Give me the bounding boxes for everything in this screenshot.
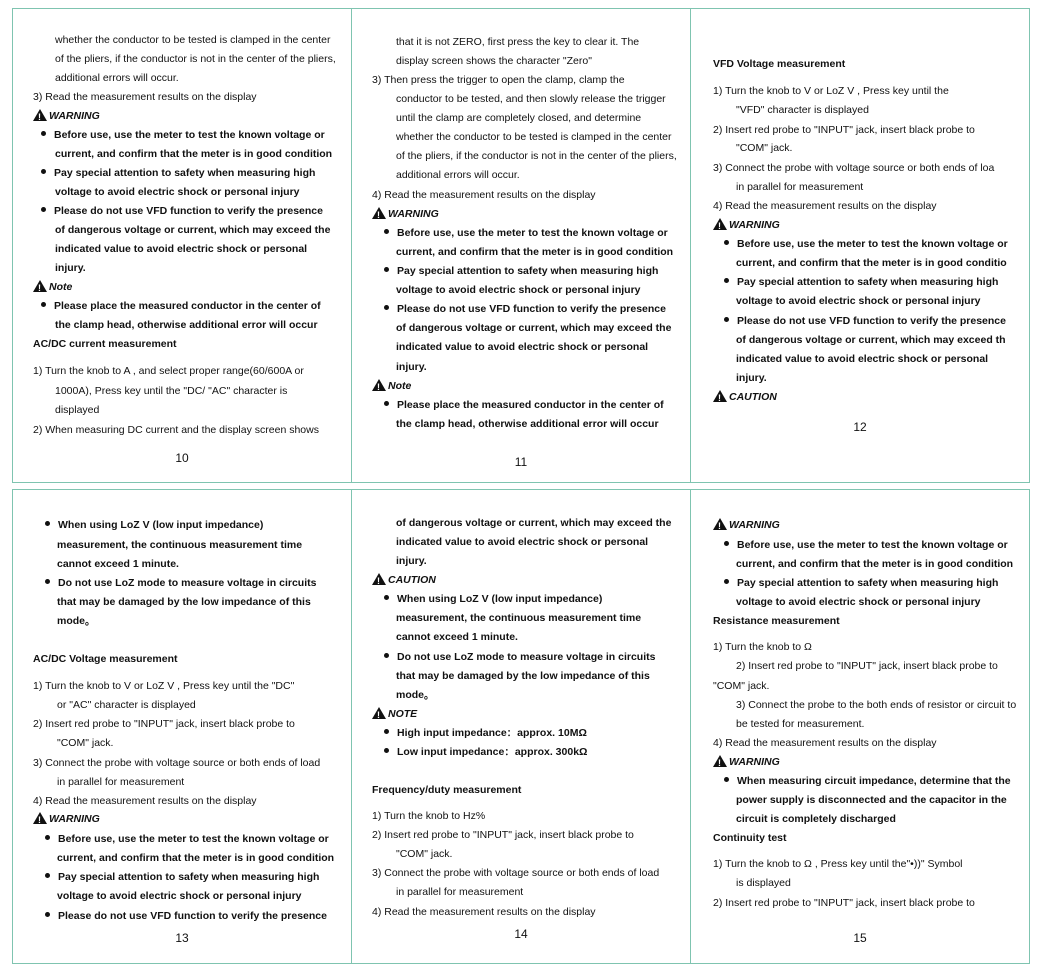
- line-text: Do not use LoZ mode to measure voltage in circuits: [58, 577, 317, 589]
- warning-title: WARNING: [729, 756, 780, 768]
- text-line: [713, 161, 994, 175]
- text-line: [713, 831, 787, 845]
- bullet-icon: [384, 748, 389, 753]
- text-line: [736, 659, 998, 673]
- line-text: measurement, the continuous measurement time: [57, 539, 303, 551]
- text-line: [396, 669, 650, 683]
- text-line: [396, 554, 427, 568]
- line-text: mode。: [396, 689, 435, 701]
- line-text: "COM" jack.: [713, 680, 770, 692]
- line-text: voltage to avoid electric shock or personal injury: [736, 295, 981, 307]
- text-line: [55, 261, 86, 275]
- line-text: 2) Insert red probe to "INPUT" jack, insert black probe to: [713, 124, 975, 136]
- bullet-icon: [384, 595, 389, 600]
- line-text: Before use, use the meter to test the known voltage or: [737, 539, 1008, 551]
- line-text: that may be damaged by the low impedance of this: [57, 596, 311, 608]
- text-line: [396, 321, 671, 335]
- line-text: Do not use LoZ mode to measure voltage in circuits: [397, 651, 656, 663]
- page-number: 14: [514, 927, 528, 941]
- warning-title: WARNING: [729, 519, 780, 531]
- text-line: [396, 283, 641, 297]
- line-text: in parallel for measurement: [57, 776, 185, 788]
- line-text: 1000A), Press key until the "DC/ "AC" character is: [55, 385, 288, 397]
- text-line: [372, 207, 439, 221]
- page-number: 13: [175, 931, 189, 945]
- line-text: When using LoZ V (low input impedance): [397, 593, 603, 605]
- text-line: [33, 812, 100, 826]
- text-line: [55, 223, 330, 237]
- line-text: in parallel for measurement: [396, 886, 524, 898]
- text-line: [372, 573, 436, 587]
- line-text: 1) Turn the knob to V or LoZ V , Press key until the: [713, 85, 949, 97]
- section-heading: AC/DC current measurement: [33, 338, 177, 350]
- warning-title: WARNING: [388, 208, 439, 220]
- text-line: [396, 885, 523, 899]
- line-text: 2) Insert red probe to "INPUT" jack, insert black probe to: [33, 718, 295, 730]
- line-text: additional errors will occur.: [55, 72, 179, 84]
- line-text: Pay special attention to safety when measuring high: [58, 871, 320, 883]
- line-text: 3) Connect the probe with voltage source or both ends of load: [33, 757, 321, 769]
- text-line: [33, 717, 295, 731]
- line-text: conductor to be tested, and then slowly release the trigger: [396, 93, 666, 105]
- text-line: [396, 535, 648, 549]
- manual-page-13: [12, 489, 352, 964]
- bullet-icon: [384, 229, 389, 234]
- manual-page-14: [351, 489, 691, 964]
- line-text: 4) Read the measurement results on the display: [33, 795, 257, 807]
- line-text: "VFD" character is displayed: [736, 104, 869, 116]
- line-text: that may be damaged by the low impedance of this: [396, 670, 650, 682]
- bullet-icon: [384, 653, 389, 658]
- line-text: 3) Then press the trigger to open the clamp, clamp the: [372, 74, 625, 86]
- text-line: [57, 851, 334, 865]
- text-line: [57, 614, 96, 628]
- line-text: indicated value to avoid electric shock or personal: [736, 353, 989, 365]
- line-text: Pay special attention to safety when measuring high: [54, 167, 316, 179]
- line-text: injury.: [55, 262, 86, 274]
- line-text: 4) Read the measurement results on the display: [713, 200, 937, 212]
- text-line: [396, 111, 641, 125]
- warning-triangle-icon: [713, 518, 727, 530]
- text-line: [45, 518, 263, 532]
- manual-page-15: [690, 489, 1030, 964]
- warning-title: CAUTION: [729, 391, 777, 403]
- text-line: [724, 275, 998, 289]
- line-text: 3) Read the measurement results on the display: [33, 91, 257, 103]
- text-line: [736, 333, 1006, 347]
- text-line: [45, 832, 329, 846]
- bullet-icon: [724, 240, 729, 245]
- line-text: of dangerous voltage or current, which may exceed the: [396, 517, 672, 529]
- warning-title: WARNING: [729, 219, 780, 231]
- text-line: [713, 640, 812, 654]
- bullet-icon: [41, 131, 46, 136]
- text-line: [736, 717, 864, 731]
- text-line: [372, 783, 521, 797]
- line-text: 2) When measuring DC current and the display screen shows: [33, 424, 319, 436]
- warning-triangle-icon: [372, 379, 386, 391]
- text-line: [45, 909, 327, 923]
- text-line: [33, 423, 319, 437]
- text-line: [713, 390, 777, 404]
- line-text: current, and confirm that the meter is in good condition: [736, 558, 1014, 570]
- text-line: [396, 688, 435, 702]
- line-text: be tested for measurement.: [736, 718, 865, 730]
- line-text: 1) Turn the knob to Ω: [713, 641, 812, 653]
- text-line: [396, 847, 452, 861]
- line-text: current, and confirm that the meter is in good conditio: [736, 257, 1007, 269]
- text-line: [736, 876, 791, 890]
- section-heading: Resistance measurement: [713, 615, 840, 627]
- line-text: cannot exceed 1 minute.: [396, 631, 518, 643]
- line-text: "COM" jack.: [57, 737, 114, 749]
- text-line: [396, 245, 673, 259]
- text-line: [372, 379, 411, 393]
- line-text: indicated value to avoid electric shock or personal: [396, 341, 649, 353]
- text-line: [736, 557, 1013, 571]
- warning-triangle-icon: [713, 390, 727, 402]
- text-line: [736, 103, 869, 117]
- line-text: Pay special attention to safety when measuring high: [737, 276, 999, 288]
- line-text: power supply is disconnected and the capacitor in the: [736, 794, 1007, 806]
- text-line: [372, 188, 596, 202]
- text-line: [384, 592, 602, 606]
- text-line: [736, 141, 792, 155]
- warning-title: Note: [388, 380, 412, 392]
- text-line: [736, 294, 981, 308]
- text-line: [713, 736, 937, 750]
- bullet-icon: [384, 401, 389, 406]
- text-line: [396, 630, 518, 644]
- text-line: [55, 384, 287, 398]
- text-line: [45, 870, 319, 884]
- text-line: [372, 828, 634, 842]
- warning-title: NOTE: [388, 708, 418, 720]
- line-text: current, and confirm that the meter is in good condition: [55, 148, 333, 160]
- line-text: 1) Turn the knob to Hz%: [372, 810, 486, 822]
- line-text: measurement, the continuous measurement time: [396, 612, 642, 624]
- line-text: that it is not ZERO, first press the key to clear it. The: [396, 36, 640, 48]
- bullet-icon: [45, 835, 50, 840]
- line-text: the clamp head, otherwise additional error will occur: [55, 319, 318, 331]
- bullet-icon: [41, 207, 46, 212]
- line-text: 2) Insert red probe to "INPUT" jack, insert black probe to: [736, 660, 998, 672]
- section-heading: VFD Voltage measurement: [713, 58, 846, 70]
- line-text: of dangerous voltage or current, which may exceed the: [396, 322, 672, 334]
- warning-title: CAUTION: [388, 574, 436, 586]
- bullet-icon: [724, 579, 729, 584]
- text-line: [55, 52, 336, 66]
- text-line: [57, 698, 196, 712]
- warning-title: WARNING: [49, 813, 100, 825]
- text-line: [396, 54, 592, 68]
- text-line: [41, 204, 323, 218]
- line-text: display screen shows the character "Zero": [396, 55, 592, 67]
- line-text: of the pliers, if the conductor is not in the center of the pliers,: [55, 53, 336, 65]
- text-line: [724, 538, 1008, 552]
- section-heading: Frequency/duty measurement: [372, 784, 522, 796]
- line-text: circuit is completely discharged: [736, 813, 896, 825]
- text-line: [736, 812, 896, 826]
- text-line: [57, 595, 311, 609]
- line-text: additional errors will occur.: [396, 169, 520, 181]
- line-text: voltage to avoid electric shock or personal injury: [55, 186, 300, 198]
- text-line: [55, 71, 179, 85]
- line-text: voltage to avoid electric shock or personal injury: [736, 596, 981, 608]
- text-line: [724, 314, 1006, 328]
- text-line: [736, 256, 1007, 270]
- line-text: Please do not use VFD function to verify the presence: [58, 910, 327, 922]
- line-text: Before use, use the meter to test the known voltage or: [54, 129, 325, 141]
- line-text: Before use, use the meter to test the known voltage or: [58, 833, 329, 845]
- bullet-icon: [41, 302, 46, 307]
- line-text: injury.: [396, 555, 427, 567]
- text-line: [736, 595, 981, 609]
- bullet-icon: [45, 579, 50, 584]
- text-line: [33, 794, 257, 808]
- text-line: [724, 774, 1011, 788]
- line-text: whether the conductor to be tested is clamped in the center: [55, 34, 331, 46]
- text-line: [45, 576, 316, 590]
- text-line: [713, 518, 780, 532]
- line-text: 3) Connect the probe with voltage source or both ends of load: [372, 867, 660, 879]
- line-text: of dangerous voltage or current, which may exceed the: [55, 224, 331, 236]
- text-line: [736, 352, 988, 366]
- text-line: [713, 57, 845, 71]
- text-line: [384, 302, 666, 316]
- text-line: [55, 318, 318, 332]
- warning-triangle-icon: [33, 109, 47, 121]
- bullet-icon: [724, 541, 729, 546]
- text-line: [55, 185, 300, 199]
- text-line: [713, 857, 963, 871]
- text-line: [713, 679, 769, 693]
- line-text: whether the conductor to be tested is clamped in the center: [396, 131, 672, 143]
- section-heading: AC/DC Voltage measurement: [33, 653, 178, 665]
- text-line: [396, 92, 666, 106]
- bullet-icon: [724, 777, 729, 782]
- page-number: 15: [853, 931, 867, 945]
- text-line: [724, 576, 998, 590]
- text-line: [713, 218, 780, 232]
- line-text: injury.: [736, 372, 767, 384]
- bullet-icon: [384, 729, 389, 734]
- line-text: 2) Insert red probe to "INPUT" jack, insert black probe to: [713, 897, 975, 909]
- bullet-icon: [384, 267, 389, 272]
- text-line: [396, 611, 641, 625]
- text-line: [396, 417, 659, 431]
- text-line: [33, 109, 100, 123]
- line-text: indicated value to avoid electric shock or personal: [396, 536, 649, 548]
- text-line: [736, 698, 1016, 712]
- line-text: Please do not use VFD function to verify the presence: [737, 315, 1006, 327]
- text-line: [396, 516, 671, 530]
- text-line: [396, 35, 639, 49]
- line-text: current, and confirm that the meter is in good condition: [57, 852, 335, 864]
- text-line: [33, 652, 178, 666]
- text-line: [55, 242, 307, 256]
- text-line: [41, 166, 315, 180]
- line-text: voltage to avoid electric shock or personal injury: [57, 890, 302, 902]
- text-line: [713, 896, 975, 910]
- manual-page-10: [12, 8, 352, 483]
- text-line: [384, 226, 668, 240]
- bullet-icon: [41, 169, 46, 174]
- line-text: Please place the measured conductor in the center of: [397, 399, 664, 411]
- text-line: [57, 538, 302, 552]
- text-line: [736, 371, 767, 385]
- manual-page-12: [690, 8, 1030, 483]
- line-text: Before use, use the meter to test the known voltage or: [737, 238, 1008, 250]
- text-line: [372, 809, 485, 823]
- text-line: [33, 90, 257, 104]
- text-line: [33, 756, 320, 770]
- text-line: [57, 889, 302, 903]
- line-text: "COM" jack.: [396, 848, 453, 860]
- line-text: in parallel for measurement: [736, 181, 864, 193]
- text-line: [713, 755, 780, 769]
- line-text: or "AC" character is displayed: [57, 699, 196, 711]
- line-text: Before use, use the meter to test the known voltage or: [397, 227, 668, 239]
- text-line: [372, 905, 596, 919]
- text-line: [57, 557, 179, 571]
- bullet-icon: [724, 317, 729, 322]
- text-line: [713, 199, 937, 213]
- line-text: 1) Turn the knob to A , and select proper range(60/600A or: [33, 365, 304, 377]
- text-line: [33, 364, 304, 378]
- line-text: injury.: [396, 361, 427, 373]
- line-text: cannot exceed 1 minute.: [57, 558, 179, 570]
- line-text: is displayed: [736, 877, 791, 889]
- line-text: 1) Turn the knob to V or LoZ V , Press key until the "DC": [33, 680, 295, 692]
- manual-page-11: [351, 8, 691, 483]
- line-text: Please do not use VFD function to verify the presence: [397, 303, 666, 315]
- warning-triangle-icon: [372, 573, 386, 585]
- bullet-icon: [45, 521, 50, 526]
- text-line: [713, 84, 949, 98]
- bullet-icon: [45, 912, 50, 917]
- bullet-icon: [384, 305, 389, 310]
- line-text: indicated value to avoid electric shock or personal: [55, 243, 308, 255]
- page-number: 10: [175, 451, 189, 465]
- line-text: the clamp head, otherwise additional error will occur: [396, 418, 659, 430]
- warning-triangle-icon: [713, 755, 727, 767]
- text-line: [372, 73, 625, 87]
- text-line: [55, 147, 332, 161]
- line-text: "COM" jack.: [736, 142, 793, 154]
- line-text: 1) Turn the knob to Ω , Press key until the"•))" Symbol: [713, 858, 963, 870]
- line-text: voltage to avoid electric shock or personal injury: [396, 284, 641, 296]
- warning-triangle-icon: [33, 812, 47, 824]
- line-text: mode。: [57, 615, 96, 627]
- text-line: [41, 128, 325, 142]
- text-line: [33, 280, 72, 294]
- text-line: [57, 775, 184, 789]
- line-text: until the clamp are completely closed, and determine: [396, 112, 642, 124]
- bullet-icon: [724, 278, 729, 283]
- text-line: [396, 168, 520, 182]
- line-text: 4) Read the measurement results on the display: [372, 906, 596, 918]
- warning-triangle-icon: [372, 207, 386, 219]
- warning-triangle-icon: [372, 707, 386, 719]
- warning-title: WARNING: [49, 110, 100, 122]
- line-text: 4) Read the measurement results on the display: [713, 737, 937, 749]
- line-text: When measuring circuit impedance, determine that the: [737, 775, 1011, 787]
- line-text: 3) Connect the probe with voltage source or both ends of loa: [713, 162, 995, 174]
- text-line: [384, 650, 655, 664]
- text-line: [724, 237, 1008, 251]
- text-line: [372, 707, 417, 721]
- text-line: [57, 736, 113, 750]
- text-line: [33, 337, 177, 351]
- text-line: [384, 264, 658, 278]
- line-text: Please place the measured conductor in the center of: [54, 300, 321, 312]
- warning-triangle-icon: [33, 280, 47, 292]
- line-text: Please do not use VFD function to verify the presence: [54, 205, 323, 217]
- line-text: Pay special attention to safety when measuring high: [737, 577, 999, 589]
- line-text: of the pliers, if the conductor is not in the center of the pliers,: [396, 150, 677, 162]
- page-number: 12: [853, 420, 867, 434]
- text-line: [55, 403, 99, 417]
- text-line: [384, 398, 664, 412]
- text-line: [396, 149, 677, 163]
- warning-title: Note: [49, 281, 73, 293]
- text-line: [396, 130, 672, 144]
- text-line: [55, 33, 331, 47]
- line-text: High input impedance：approx. 10MΩ: [397, 727, 587, 739]
- text-line: [384, 745, 587, 759]
- line-text: displayed: [55, 404, 100, 416]
- warning-triangle-icon: [713, 218, 727, 230]
- line-text: 2) Insert red probe to "INPUT" jack, insert black probe to: [372, 829, 634, 841]
- line-text: of dangerous voltage or current, which may exceed th: [736, 334, 1006, 346]
- text-line: [372, 866, 659, 880]
- text-line: [736, 180, 863, 194]
- line-text: When using LoZ V (low input impedance): [58, 519, 264, 531]
- text-line: [33, 679, 294, 693]
- text-line: [713, 614, 840, 628]
- text-line: [713, 123, 975, 137]
- bullet-icon: [45, 873, 50, 878]
- line-text: 4) Read the measurement results on the display: [372, 189, 596, 201]
- section-heading: Continuity test: [713, 832, 787, 844]
- line-text: Pay special attention to safety when measuring high: [397, 265, 659, 277]
- text-line: [41, 299, 321, 313]
- text-line: [396, 340, 648, 354]
- text-line: [396, 360, 427, 374]
- line-text: current, and confirm that the meter is in good condition: [396, 246, 674, 258]
- line-text: Low input impedance：approx. 300kΩ: [397, 746, 588, 758]
- page-number: 11: [514, 455, 528, 469]
- text-line: [384, 726, 587, 740]
- line-text: 3) Connect the probe to the both ends of resistor or circuit to: [736, 699, 1017, 711]
- text-line: [736, 793, 1007, 807]
